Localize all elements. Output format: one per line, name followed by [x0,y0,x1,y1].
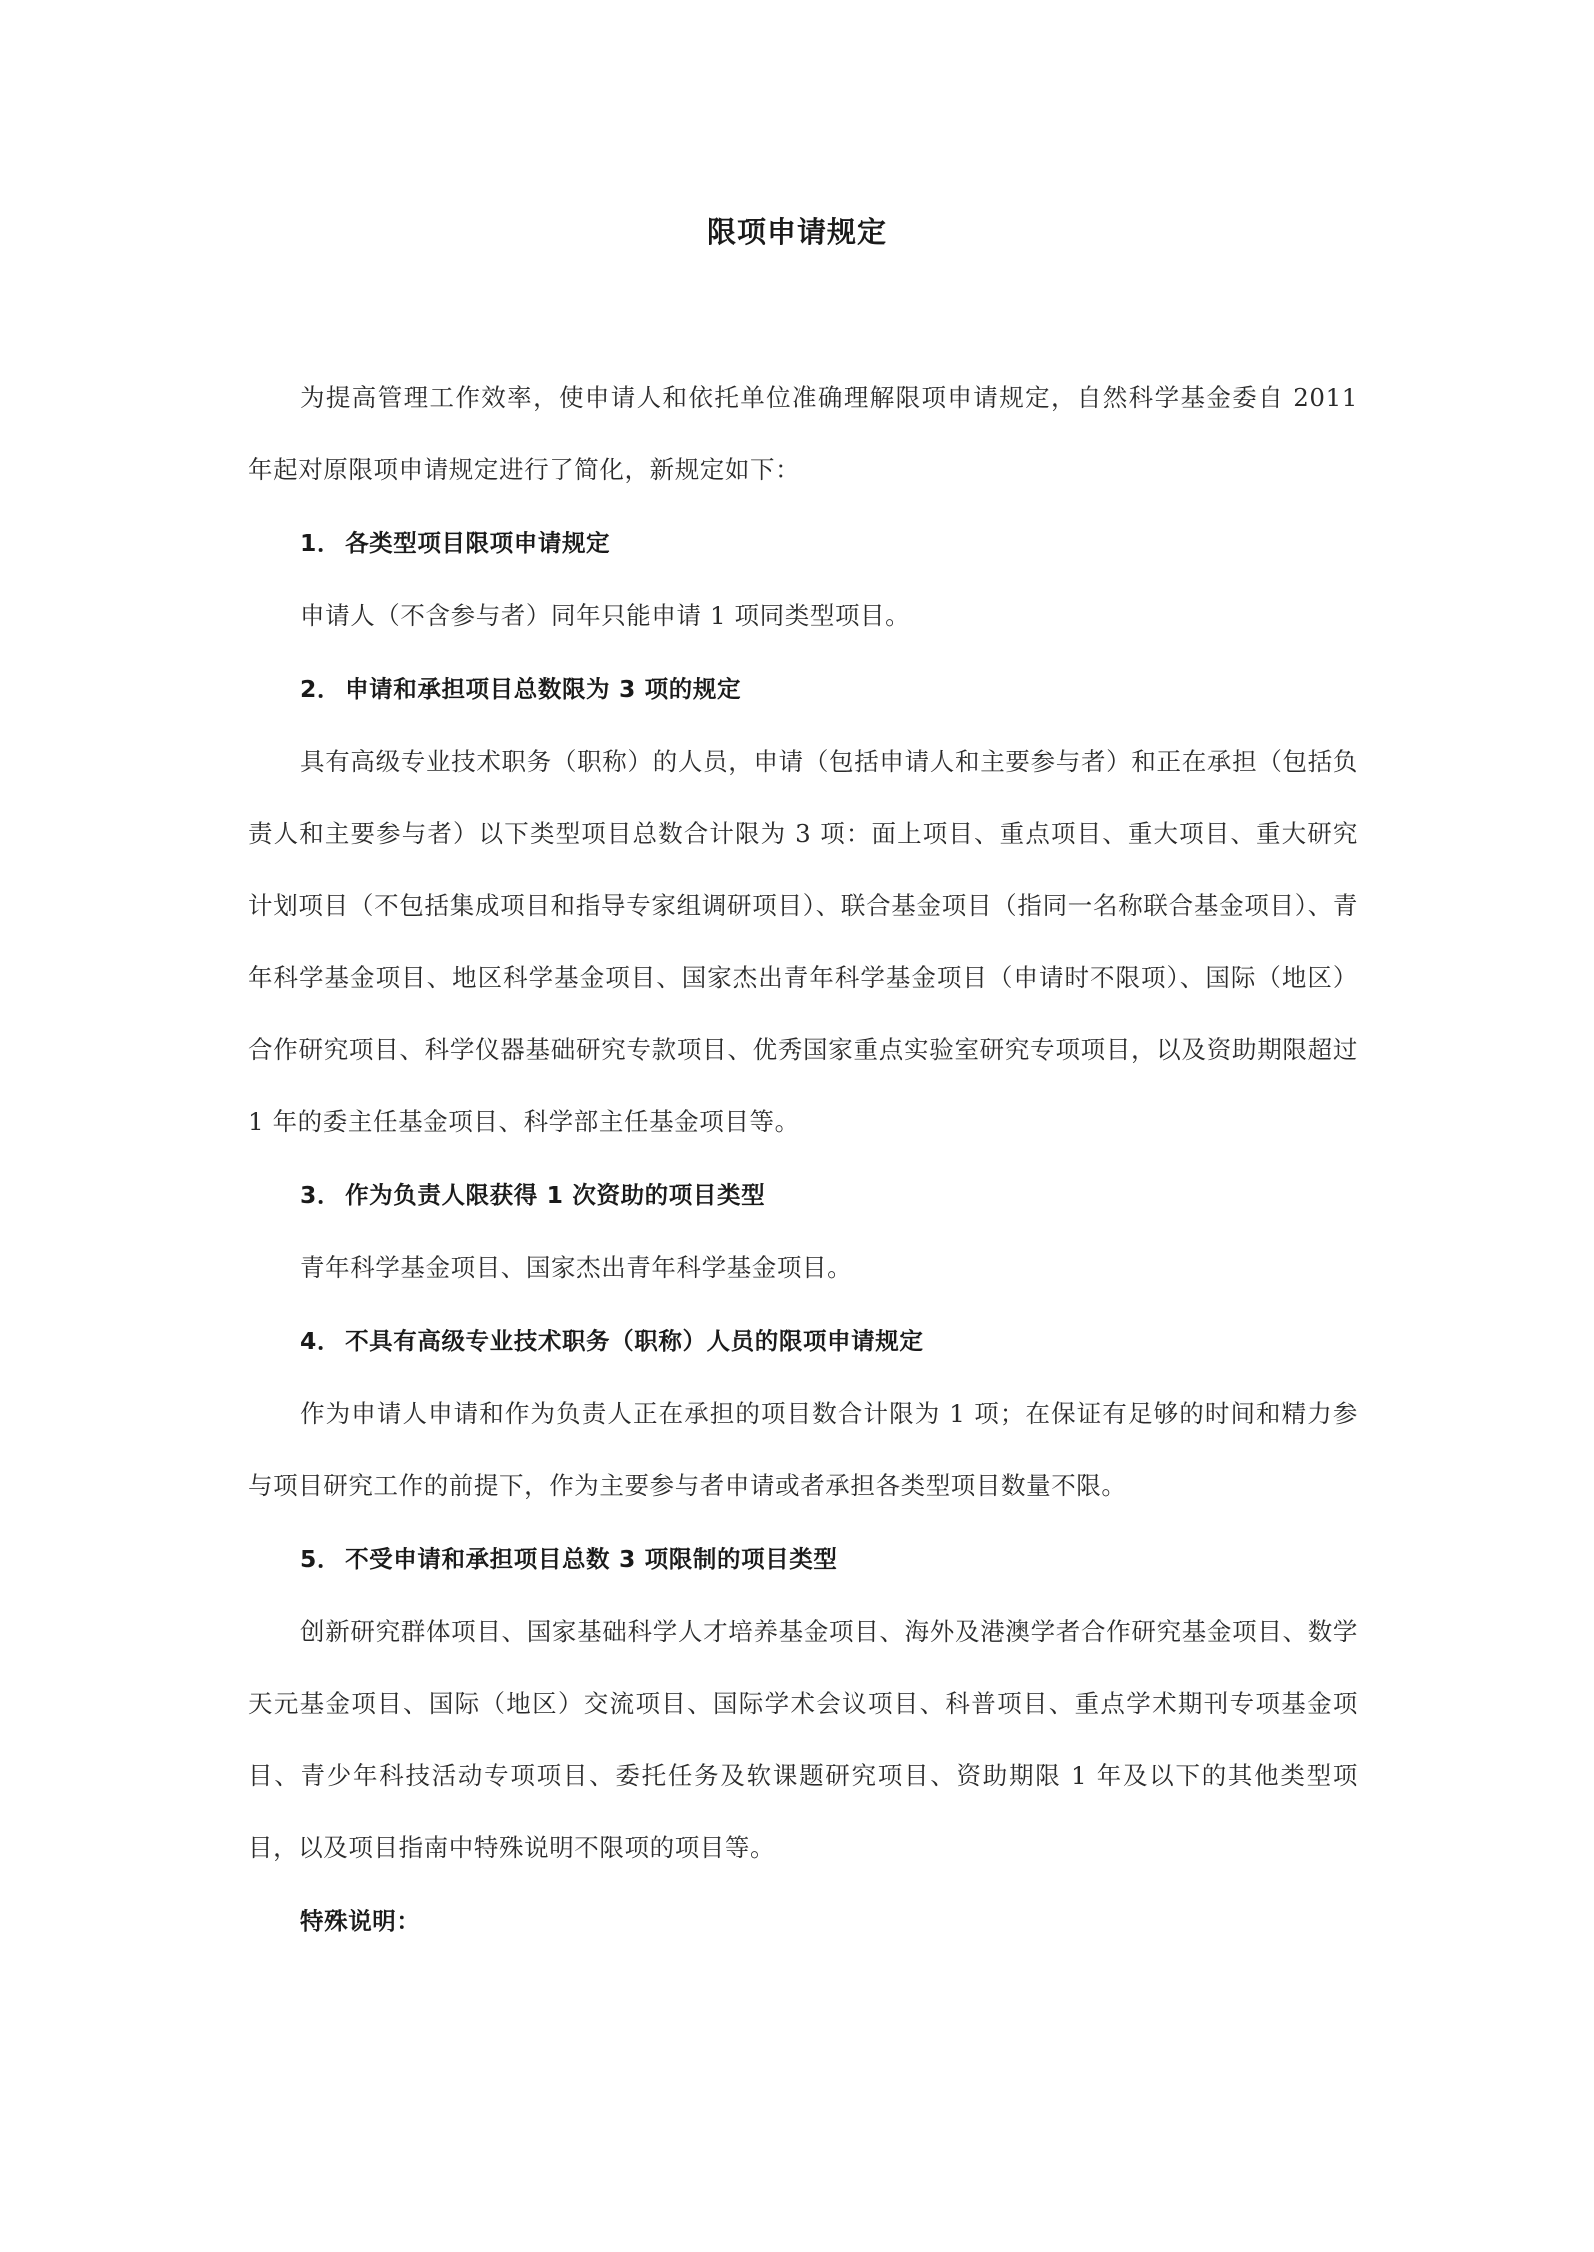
section-heading-text: 各类型项目限项申请规定 [345,529,611,557]
section-number: 5． [300,1545,342,1573]
section-number: 2． [300,675,342,703]
page-title: 限项申请规定 [706,215,887,249]
section-heading-text: 作为负责人限获得 1 次资助的项目类型 [345,1181,766,1209]
section-paragraph-4: 作为申请人申请和作为负责人正在承担的项目数合计限为 1 项；在保证有足够的时间和精力参与项目研究工作的前提下，作为主要参与者申请或者承担各类型项目数量不限。 [248,1399,1358,1500]
section-paragraph-5: 创新研究群体项目、国家基础科学人才培养基金项目、海外及港澳学者合作研究基金项目、数学天元基金项目、国际（地区）交流项目、国际学术会议项目、科普项目、重点学术期刊专项基金项目、青少年科技活动专项项目、委托任务及软课题研究项目、资助期限 1 年及以下的其他类型项目，以及项目指南中特殊说明不限项的项目等。 [248,1617,1358,1862]
section-heading-text: 申请和承担项目总数限为 3 项的规定 [345,675,742,703]
section-heading-text: 不具有高级专业技术职务（职称）人员的限项申请规定 [345,1327,924,1355]
section-paragraph-3: 青年科学基金项目、国家杰出青年科学基金项目。 [300,1253,853,1282]
section-heading-5 [248,1522,1358,1596]
section-paragraph-2: 具有高级专业技术职务（职称）的人员，申请（包括申请人和主要参与者）和正在承担（包括负责人和主要参与者）以下类型项目总数合计限为 3 项：面上项目、重点项目、重大项目、重大研究计划项目（不包括集成项目和指导专家组调研项目）、联合基金项目（指同一名称联合基金项目）、青年科学基金项目、地区科学基金项目、国家杰出青年科学基金项目（申请时不限项）、国际（地区）合作研究项目、科学仪器基础研究专款项目、优秀国家重点实验室研究专项项目，以及资助期限超过 1 年的委主任基金项目、科学部主任基金项目等。 [248,747,1358,1136]
special-note-heading: 特殊说明： [300,1907,421,1935]
section-number: 3． [300,1181,342,1209]
document-body [248,362,1358,1958]
section-heading-1 [248,506,1358,580]
intro-paragraph: 为提高管理工作效率，使申请人和依托单位准确理解限项申请规定，自然科学基金委自 2011 年起对原限项申请规定进行了简化，新规定如下： [248,383,1358,484]
section-heading-3 [248,1158,1358,1232]
section-number: 4． [300,1327,342,1355]
section-heading-text: 不受申请和承担项目总数 3 项限制的项目类型 [345,1545,838,1573]
section-heading-4 [248,1304,1358,1378]
section-heading-2 [248,652,1358,726]
section-paragraph-1: 申请人（不含参与者）同年只能申请 1 项同类型项目。 [300,601,911,630]
section-number: 1． [300,529,342,557]
